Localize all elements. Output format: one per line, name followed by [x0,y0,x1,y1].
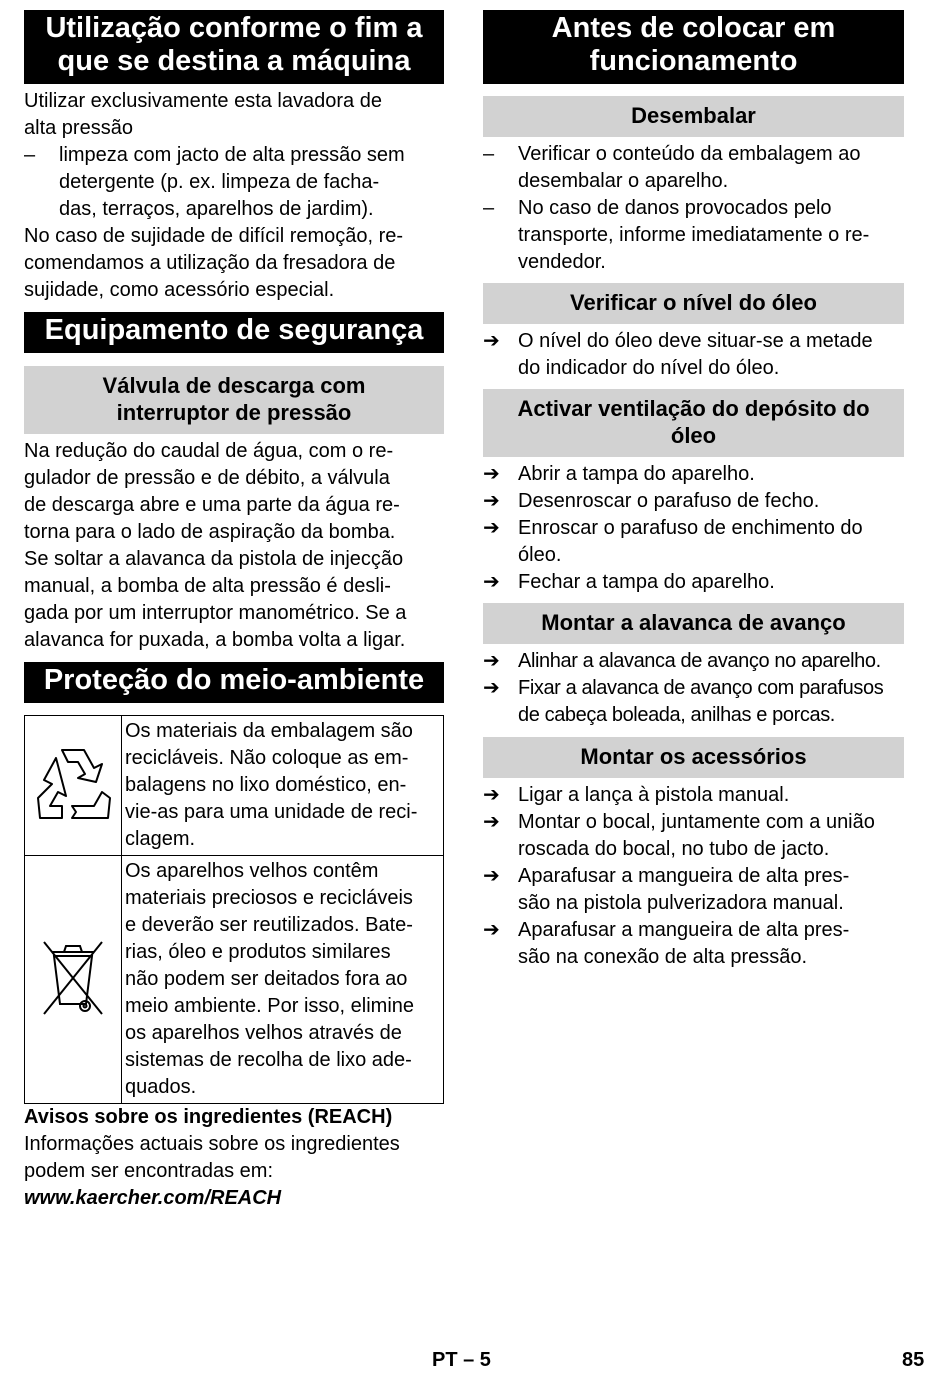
text-line: materiais preciosos e recicláveis [125,887,413,909]
text-line: gada por um interruptor manométrico. Se a [24,602,407,624]
accessories-list [483,782,904,971]
section-heading-before-start [483,10,904,84]
text-line: clagem. [125,828,196,850]
text-line: Abrir a tampa do aparelho. [518,463,755,485]
text-line: óleo. [518,544,562,566]
list-item [483,461,904,488]
heading-line: Activar ventilação do depósito do [517,396,870,421]
lever-list [483,648,904,729]
intended-use-note [24,223,444,304]
text-line: torna para o lado de aspiração da bomba. [24,521,396,543]
text-line: os aparelhos velhos através de [125,1022,402,1044]
subheading-lever: Montar a alavanca de avanço [483,603,904,644]
text-line: Se soltar a alavanca da pistola de injecção [24,548,404,570]
list-item [483,328,904,382]
text-line: No caso de sujidade de difícil remoção, re- [24,225,404,247]
text-line: O nível do óleo deve situar-se a metade [518,330,873,352]
text-line: Verificar o conteúdo da embalagem ao [518,143,861,165]
arrow-icon: ➔ [483,784,500,806]
list-item [483,195,904,276]
list-item [483,782,904,809]
list-item [483,569,904,596]
list-item [483,488,904,515]
text-line: meio ambiente. Por isso, elimine [125,995,415,1017]
intended-use-bullet [24,142,444,223]
dash-bullet: – [483,197,495,219]
arrow-icon: ➔ [483,811,500,833]
list-item [483,515,904,569]
text-line: e deverão ser reutilizados. Bate- [125,914,413,936]
text-line: de descarga abre e uma parte da água re- [24,494,400,516]
text-cell [122,856,444,1104]
subheading-unpack: Desembalar [483,96,904,137]
text-line: gulador de pressão e de débito, a válvula [24,467,390,489]
heading-line: funcionamento [589,45,798,77]
left-column [24,10,444,1212]
text-line: rias, óleo e produtos similares [125,941,391,963]
icon-cell [25,856,122,1104]
arrow-icon: ➔ [483,677,500,699]
arrow-icon: ➔ [483,463,500,485]
reach-link[interactable]: www.kaercher.com/REACH [24,1187,282,1209]
list-item [483,141,904,195]
text-line: comendamos a utilização da fresadora de [24,252,396,274]
text-line: sujidade, como acessório especial. [24,279,335,301]
reach-block [24,1104,444,1212]
text-line: vie-as para uma unidade de reci- [125,801,418,823]
text-line: não podem ser deitados fora ao [125,968,408,990]
text-line: Os aparelhos velhos contêm [125,860,379,882]
text-line: de cabeça boleada, anilhas e porcas. [518,704,835,726]
text-line: Enroscar o parafuso de enchimento do [518,517,863,539]
text-line: desembalar o aparelho. [518,170,729,192]
heading-line: Válvula de descarga com [102,373,366,398]
section-heading-safety: Equipamento de segurança [24,312,444,353]
text-line: Alinhar a alavanca de avanço no aparelho. [518,650,881,672]
table-row [25,716,444,856]
text-line: são na conexão de alta pressão. [518,946,808,968]
arrow-icon: ➔ [483,919,500,941]
subheading-oil-vent [483,389,904,457]
text-line: Utilizar exclusivamente esta lavadora de [24,90,382,112]
text-line: alavanca for puxada, a bomba volta a ligar. [24,629,406,651]
subheading-oil-level: Verificar o nível do óleo [483,283,904,324]
crossed-bin-icon [38,934,108,1020]
list-item [483,675,904,729]
text-line: Fechar a tampa do aparelho. [518,571,775,593]
arrow-icon: ➔ [483,330,500,352]
arrow-icon: ➔ [483,650,500,672]
text-line: roscada do bocal, no tubo de jacto. [518,838,830,860]
text-line: balagens no lixo doméstico, en- [125,774,407,796]
text-line: das, terraços, aparelhos de jardim). [59,198,374,220]
subheading-accessories: Montar os acessórios [483,737,904,778]
text-line: Os materiais da embalagem são [125,720,413,742]
heading-line: óleo [670,423,717,448]
text-line: transporte, informe imediatamente o re- [518,224,870,246]
oil-level-list [483,328,904,382]
text-line: Aparafusar a mangueira de alta pres- [518,919,850,941]
text-line: quados. [125,1076,197,1098]
section-heading-intended-use [24,10,444,84]
text-line: Desenroscar o parafuso de fecho. [518,490,820,512]
text-line: podem ser encontradas em: [24,1160,274,1182]
list-item [483,809,904,863]
oil-vent-list [483,461,904,596]
text-line: Aparafusar a mangueira de alta pres- [518,865,850,887]
text-line: Montar o bocal, juntamente com a união [518,811,875,833]
heading-line: Antes de colocar em [551,12,836,44]
intended-use-intro [24,88,444,142]
heading-line: interruptor de pressão [116,400,352,425]
text-line: são na pistola pulverizadora manual. [518,892,844,914]
arrow-icon: ➔ [483,490,500,512]
text-line: manual, a bomba de alta pressão é desli- [24,575,391,597]
safety-body [24,438,444,654]
footer-section-label: PT – 5 [432,1349,491,1371]
text-line: Informações actuais sobre os ingredientes [24,1133,400,1155]
text-line: limpeza com jacto de alta pressão sem [59,144,405,166]
text-cell [122,716,444,856]
text-line: detergente (p. ex. limpeza de facha- [59,171,380,193]
text-line: alta pressão [24,117,133,139]
text-line: recicláveis. Não coloque as em- [125,747,409,769]
reach-title: Avisos sobre os ingredientes (REACH) [24,1106,393,1128]
text-line: do indicador do nível do óleo. [518,357,780,379]
list-item [483,917,904,971]
page-number: 85 [902,1349,925,1371]
table-row [25,856,444,1104]
environment-table [24,715,444,1104]
arrow-icon: ➔ [483,865,500,887]
heading-line: Utilização conforme o fim a [45,12,423,44]
subheading-unloader-valve [24,366,444,434]
section-heading-environment: Proteção do meio-ambiente [24,662,444,703]
unpack-list [483,141,904,276]
text-line: Na redução do caudal de água, com o re- [24,440,394,462]
icon-cell [25,716,122,856]
heading-line: que se destina a máquina [57,45,411,77]
dash-bullet: – [24,144,36,166]
text-line: vendedor. [518,251,606,273]
arrow-icon: ➔ [483,571,500,593]
text-line: No caso de danos provocados pelo [518,197,832,219]
text-line: Ligar a lança à pistola manual. [518,784,790,806]
arrow-icon: ➔ [483,517,500,539]
list-item [483,648,904,675]
text-line: Fixar a alavanca de avanço com parafusos [518,677,884,699]
recycle-icon [32,742,114,824]
right-column [483,10,904,971]
dash-bullet: – [483,143,495,165]
list-item [483,863,904,917]
text-line: sistemas de recolha de lixo ade- [125,1049,412,1071]
